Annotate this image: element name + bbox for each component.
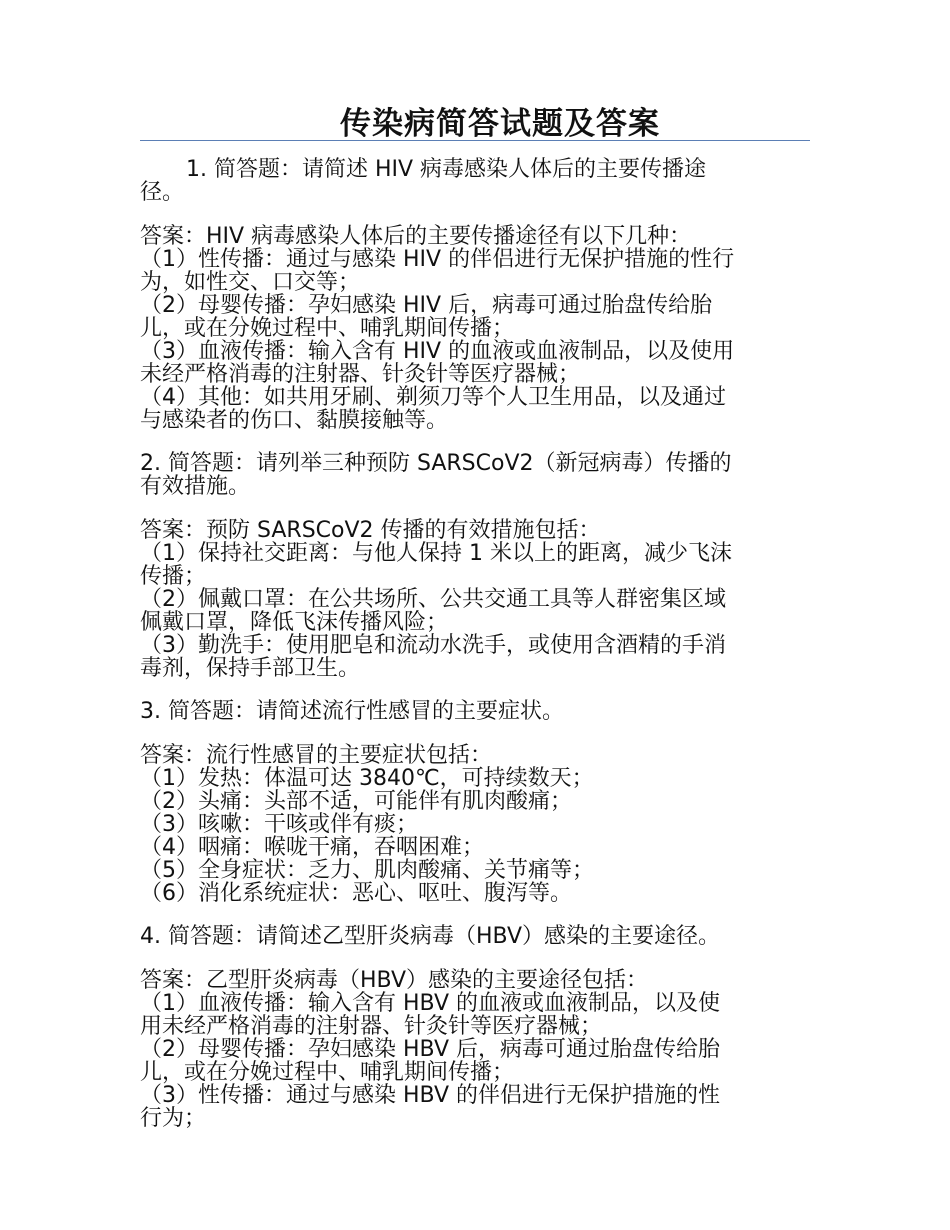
answer-line: 用未经严格消毒的注射器、针灸针等医疗器械； (140, 1014, 603, 1039)
answer-line: （1）血液传播：输入含有 HBV 的血液或血液制品，以及使 (140, 991, 720, 1016)
answer-line: 为，如性交、口交等； (140, 270, 361, 295)
answer-2 (140, 519, 808, 680)
answer-line: 答案：流行性感冒的主要症状包括： (140, 743, 493, 768)
answer-line: 传播； (140, 564, 207, 589)
answer-line: 未经严格消毒的注射器、针灸针等医疗器械； (140, 362, 581, 387)
answer-3 (140, 744, 808, 905)
answer-line: 佩戴口罩，降低飞沫传播风险； (140, 610, 449, 635)
page-title: 传染病简答试题及答案 (340, 106, 660, 142)
answer-line: （2）头痛：头部不适，可能伴有肌肉酸痛； (140, 789, 572, 814)
answer-line: 毒剂，保持手部卫生。 (140, 656, 361, 681)
title-underline (140, 140, 810, 141)
answer-line: （2）佩戴口罩：在公共场所、公共交通工具等人群密集区域 (140, 587, 726, 612)
answer-line: （1）性传播：通过与感染 HIV 的伴侣进行无保护措施的性行 (140, 247, 735, 272)
question-4-line-1: 4. 简答题：请简述乙型肝炎病毒（HBV）感染的主要途径。 (140, 924, 720, 949)
answer-line: 与感染者的伤口、黏膜接触等。 (140, 408, 449, 433)
answer-line: （5）全身症状：乏力、肌肉酸痛、关节痛等； (140, 858, 594, 883)
answer-line: 行为； (140, 1106, 207, 1131)
answer-line: （3）咳嗽：干咳或伴有痰； (140, 812, 418, 837)
answer-1 (140, 225, 808, 432)
answer-line: 答案：乙型肝炎病毒（HBV）感染的主要途径包括： (140, 968, 649, 993)
answer-line: （6）消化系统症状：恶心、呕吐、腹泻等。 (140, 881, 572, 906)
answer-line: （3）勤洗手：使用肥皂和流动水洗手，或使用含酒精的手消 (140, 633, 726, 658)
answer-line: （3）性传播：通过与感染 HBV 的伴侣进行无保护措施的性 (140, 1083, 720, 1108)
question-2-line-1: 2. 简答题：请列举三种预防 SARSCoV2（新冠病毒）传播的 (140, 451, 732, 476)
question-1-line-1: 1. 简答题：请简述 HIV 病毒感染人体后的主要传播途 (186, 157, 707, 182)
answer-line: 儿，或在分娩过程中、哺乳期间传播； (140, 1060, 515, 1085)
answer-line: 儿，或在分娩过程中、哺乳期间传播； (140, 316, 515, 341)
answer-line: （4）咽痛：喉咙干痛，吞咽困难； (140, 835, 484, 860)
answer-line: （4）其他：如共用牙刷、剃须刀等个人卫生用品，以及通过 (140, 385, 726, 410)
answer-line: （1）保持社交距离：与他人保持 1 米以上的距离，减少飞沫 (140, 541, 732, 566)
answer-line: 答案：预防 SARSCoV2 传播的有效措施包括： (140, 518, 601, 543)
question-2-line-2: 有效措施。 (140, 474, 251, 499)
answer-line: 答案：HIV 病毒感染人体后的主要传播途径有以下几种： (140, 224, 692, 249)
answer-line: （2）母婴传播：孕妇感染 HBV 后，病毒可通过胎盘传给胎 (140, 1037, 720, 1062)
answer-4 (140, 969, 808, 1130)
answer-line: （2）母婴传播：孕妇感染 HIV 后，病毒可通过胎盘传给胎 (140, 293, 713, 318)
document-body (140, 158, 808, 1130)
question-3-line-1: 3. 简答题：请简述流行性感冒的主要症状。 (140, 699, 564, 724)
answer-line: （3）血液传播：输入含有 HIV 的血液或血液制品，以及使用 (140, 339, 735, 364)
answer-line: （1）发热：体温可达 3840℃，可持续数天； (140, 766, 594, 791)
question-1-line-2: 径。 (140, 180, 185, 205)
